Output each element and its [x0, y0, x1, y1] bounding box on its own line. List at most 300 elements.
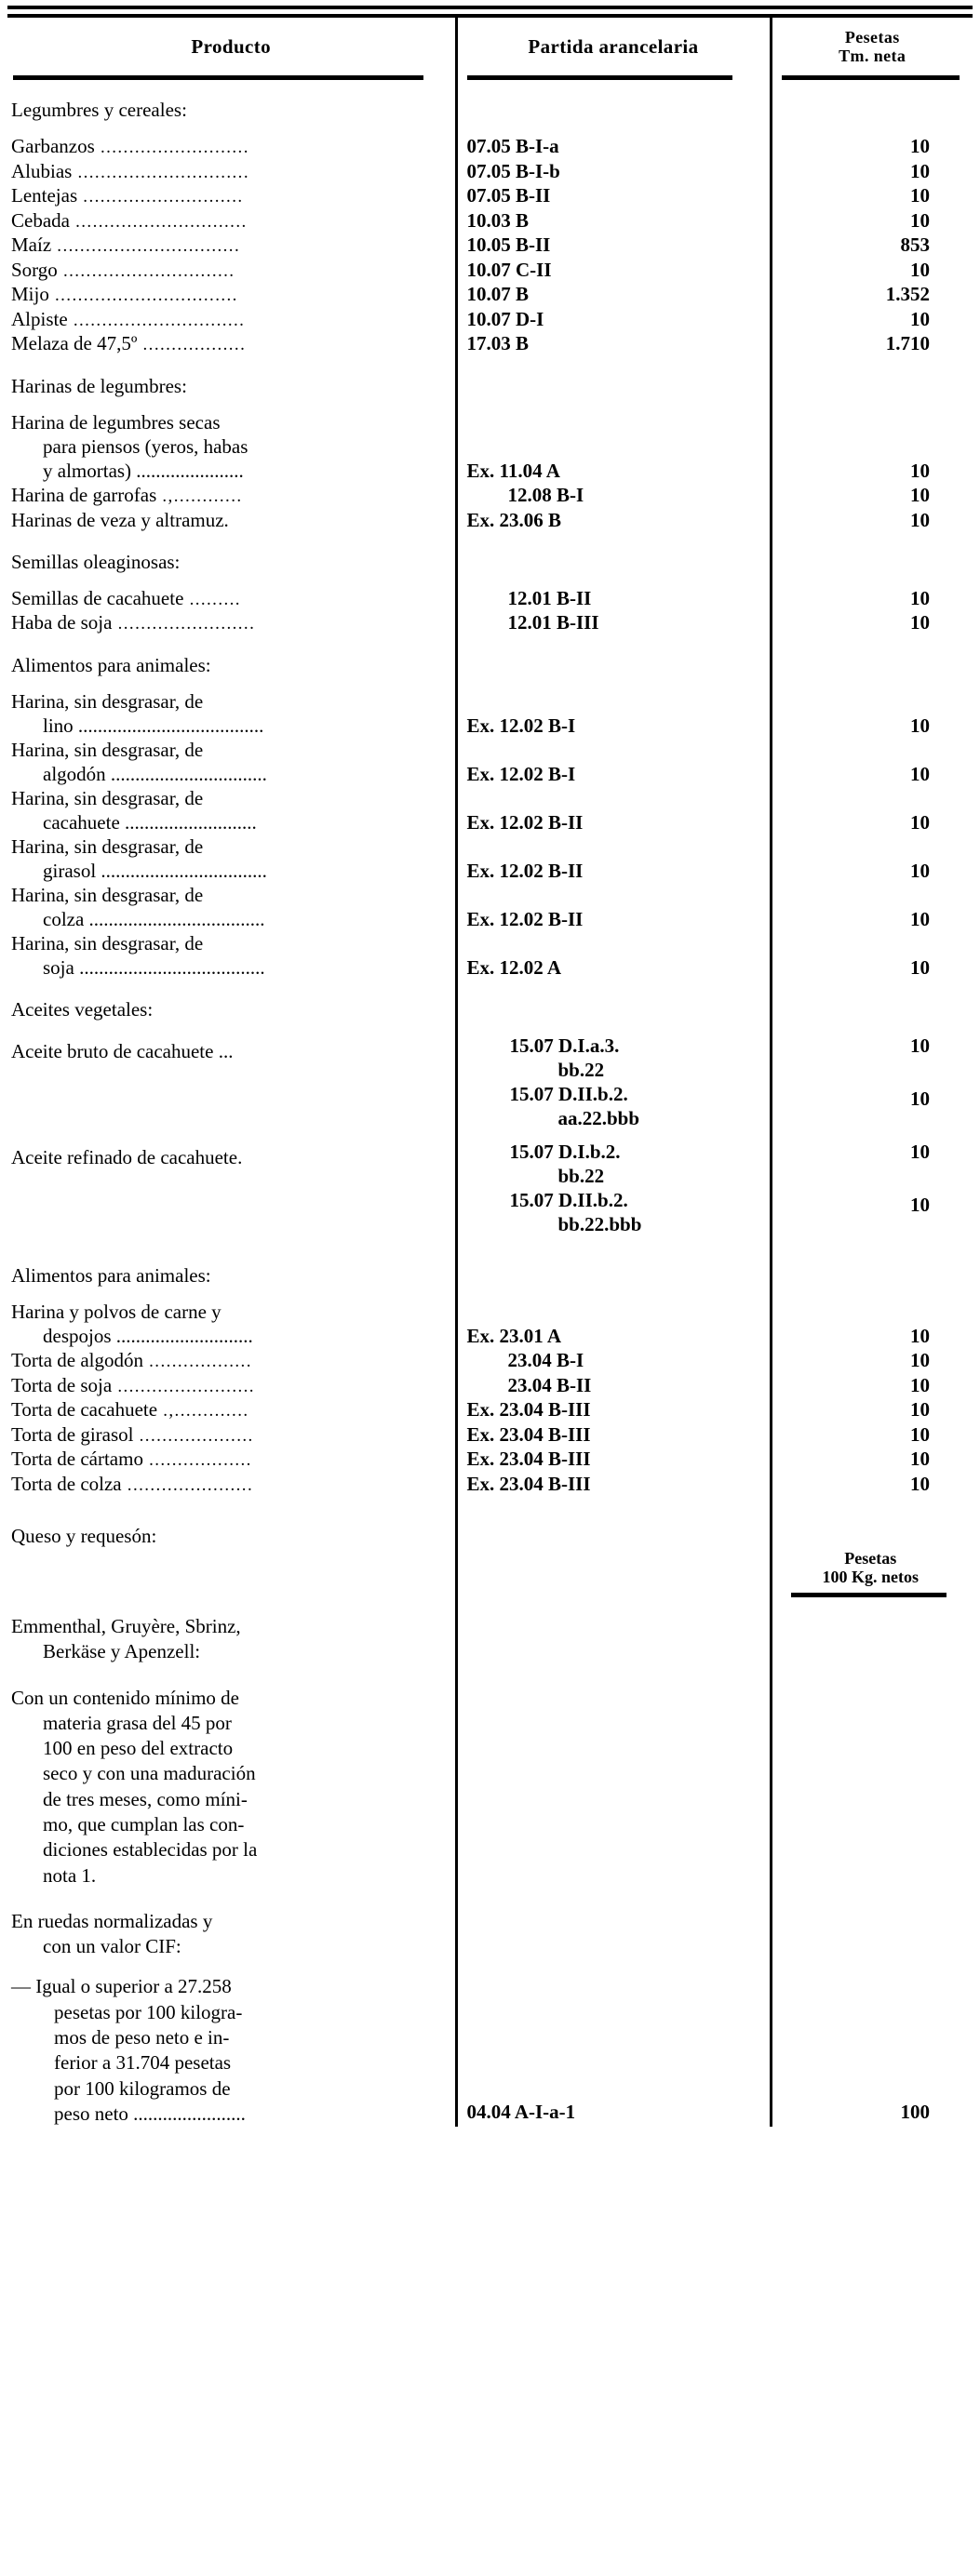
spacer-cell — [771, 126, 973, 134]
product-cell — [7, 508, 456, 532]
product-cell — [7, 258, 456, 283]
price-units-subheader — [782, 1525, 960, 1597]
section-title-cell — [7, 980, 456, 1025]
product-cell — [7, 307, 456, 332]
product-name — [11, 331, 446, 356]
product-name — [11, 610, 446, 635]
spacer-cell — [456, 681, 771, 689]
leader-dots: .......................... — [94, 138, 249, 157]
tariff-cell — [456, 208, 771, 234]
section-title: Alimentos para animales: — [11, 653, 211, 676]
value-cell — [771, 1034, 973, 1140]
cheese-wheels-line: con un valor CIF: — [43, 1935, 181, 1958]
header-cell-tariff — [456, 18, 771, 80]
tariff-code-sub: bb.22 — [557, 1059, 605, 1082]
cheese-bullet-value-cell — [771, 1959, 973, 2127]
price-value: 10 — [910, 1448, 930, 1471]
tariff-document-page — [0, 6, 980, 2576]
tariff-code — [510, 1082, 764, 1130]
product-label: Haba de soja — [11, 611, 113, 634]
row-spacer — [7, 681, 973, 689]
product-name — [11, 1039, 446, 1063]
spacer-cell — [7, 1025, 456, 1034]
row-spacer — [7, 1497, 973, 1525]
section-tariff-cell — [456, 532, 771, 578]
leader-dots: .................... — [133, 1425, 254, 1446]
tariff-code: 23.04 B-I — [507, 1349, 584, 1372]
price-value: 10 — [910, 611, 930, 634]
price-value: 1.352 — [885, 283, 930, 306]
product-name — [11, 1300, 446, 1348]
leader-dots: .,............. — [157, 1401, 249, 1421]
section-tariff-cell — [456, 980, 771, 1025]
product-cell — [7, 931, 456, 980]
value-cell — [771, 1300, 973, 1348]
row-spacer — [7, 402, 973, 410]
product-cell — [7, 282, 456, 307]
section-title-cell — [7, 80, 456, 126]
table-row — [7, 134, 973, 159]
table-row — [7, 1472, 973, 1497]
leader-dots: ......... — [183, 589, 241, 609]
price-value: 1.710 — [885, 332, 930, 355]
tariff-code: Ex. 12.02 B-I — [466, 714, 576, 737]
spacer-cell — [771, 578, 973, 586]
tariff-code: Ex. 12.02 B-I — [466, 762, 576, 785]
product-name — [11, 931, 446, 980]
tariff-cell — [456, 1472, 771, 1497]
product-line: algodón ................................ — [43, 762, 267, 785]
cheese-names — [11, 1597, 446, 1665]
section-tariff-cell — [456, 1246, 771, 1291]
spacer-cell — [771, 1497, 973, 1525]
product-name — [11, 208, 446, 234]
product-cell — [7, 786, 456, 834]
price-value: 10 — [910, 1422, 930, 1446]
tariff-cell — [456, 483, 771, 508]
leader-dots: .............................. — [69, 211, 248, 232]
tariff-code: Ex. 23.04 B-III — [466, 1398, 591, 1421]
product-label: Torta de colza — [11, 1472, 122, 1495]
product-line: Harina de legumbres secas — [11, 410, 221, 434]
price-value: 10 — [910, 714, 930, 737]
product-label: Lentejas — [11, 184, 78, 207]
value-cell — [771, 508, 973, 532]
tariff-cell — [456, 610, 771, 635]
spacer-cell — [771, 1291, 973, 1300]
product-name — [11, 1373, 446, 1398]
cheese-wheels-tariff-cell — [456, 1889, 771, 1960]
section-title: Queso y requesón: — [11, 1524, 157, 1547]
product-name — [11, 233, 446, 258]
price-value: 10 — [910, 1398, 930, 1421]
tariff-cell — [456, 233, 771, 258]
product-label: Sorgo — [11, 258, 58, 281]
tariff-code: Ex. 12.02 B-II — [466, 859, 584, 882]
tariff-code: Ex. 12.02 B-II — [466, 810, 584, 834]
product-label: Torta de algodón — [11, 1349, 143, 1372]
product-label: Maíz — [11, 234, 52, 257]
top-double-rule — [7, 6, 973, 18]
row-spacer — [7, 126, 973, 134]
price-value: 10 — [910, 586, 930, 609]
cheese-bullet-tariff-cell — [456, 1959, 771, 2127]
price-value: 10 — [910, 1373, 930, 1396]
section-title: Alimentos para animales: — [11, 1264, 211, 1288]
product-line: Harina, sin desgrasar, de — [11, 689, 204, 713]
cheese-bullet-line: ferior a 31.704 pesetas — [54, 2051, 232, 2075]
value-cell — [771, 786, 973, 834]
cheese-bullet-line: mos de peso neto e in- — [54, 2026, 230, 2049]
tariff-code: 12.01 B-III — [507, 611, 599, 634]
table-row — [7, 1422, 973, 1448]
cheese-names-line: Emmenthal, Gruyère, Sbrinz, — [11, 1614, 241, 1637]
spacer-cell — [771, 681, 973, 689]
product-name — [11, 1348, 446, 1373]
row-spacer — [7, 578, 973, 586]
tariff-code: 07.05 B-I-b — [466, 159, 560, 182]
cheese-units-cell — [771, 1525, 973, 1597]
section-title-cell — [7, 1246, 456, 1291]
table-row — [7, 883, 973, 931]
tariff-code: 04.04 A-I-a-1 — [466, 2101, 576, 2124]
product-cell — [7, 883, 456, 931]
cheese-condition-line: 100 en peso del extracto — [43, 1737, 234, 1760]
value-cell — [771, 1472, 973, 1497]
tariff-cell — [456, 834, 771, 883]
tariff-code — [510, 1188, 764, 1236]
spacer-cell — [456, 1291, 771, 1300]
product-name — [11, 508, 446, 532]
value-cell — [771, 134, 973, 159]
value-cell — [771, 834, 973, 883]
header-price-label-line2: Tm. neta — [839, 47, 906, 65]
cheese-bullet-line: por 100 kilogramos de — [54, 2076, 231, 2100]
price-value: 10 — [910, 484, 930, 507]
tariff-code: Ex. 23.04 B-III — [466, 1448, 591, 1471]
tariff-cell — [456, 307, 771, 332]
product-label: Aceite bruto de cacahuete ... — [11, 1040, 234, 1063]
section-title: Semillas oleaginosas: — [11, 550, 181, 573]
tariff-cell — [456, 258, 771, 283]
table-row — [7, 258, 973, 283]
tariff-cell — [456, 1373, 771, 1398]
tariff-code: 07.05 B-I-a — [466, 135, 559, 157]
product-name — [11, 834, 446, 883]
table-row — [7, 483, 973, 508]
spacer-cell — [7, 402, 456, 410]
value-cell — [771, 1140, 973, 1246]
value-cell — [771, 883, 973, 931]
cheese-wheels-row — [7, 1889, 973, 1960]
product-name — [11, 1397, 446, 1422]
price-value: 10 — [910, 307, 930, 330]
value-cell — [771, 208, 973, 234]
value-cell — [771, 1397, 973, 1422]
product-label: Melaza de 47,5º — [11, 332, 138, 355]
product-label: Alpiste — [11, 307, 68, 330]
leader-dots: ...................... — [121, 1475, 254, 1495]
tariff-code: 07.05 B-II — [466, 184, 551, 207]
product-cell — [7, 1422, 456, 1448]
cheese-bullet-cell — [7, 1959, 456, 2127]
tariff-code: Ex. 23.06 B — [466, 508, 562, 531]
table-row — [7, 586, 973, 611]
header-price-label-line1: Pesetas — [844, 27, 900, 47]
price-value: 10 — [910, 956, 930, 979]
tariff-code-sub: bb.22 — [557, 1165, 605, 1188]
spacer-cell — [7, 1291, 456, 1300]
tariff-cell — [456, 1140, 771, 1246]
section-tariff-cell — [456, 635, 771, 681]
tariff-cell — [456, 159, 771, 184]
price-value: 10 — [910, 762, 930, 785]
value-cell — [771, 586, 973, 611]
table-row — [7, 208, 973, 234]
section-tariff-cell — [456, 80, 771, 126]
row-spacer — [7, 1025, 973, 1034]
product-name — [11, 786, 446, 834]
cheese-condition-line: nota 1. — [43, 1863, 97, 1887]
tariff-cell — [456, 134, 771, 159]
price-value: 10 — [910, 135, 930, 157]
cheese-condition-line: mo, que cumplan las con- — [43, 1812, 245, 1835]
product-cell — [7, 1300, 456, 1348]
units-line1: Pesetas — [844, 1548, 897, 1568]
tariff-cell — [456, 1034, 771, 1140]
product-line: colza .................................... — [43, 907, 265, 930]
value-cell — [771, 159, 973, 184]
price-value: 10 — [910, 184, 930, 207]
product-line: Harina, sin desgrasar, de — [11, 883, 204, 906]
section-title: Harinas de legumbres: — [11, 374, 187, 397]
product-line: Harina, sin desgrasar, de — [11, 932, 204, 954]
table-row — [7, 307, 973, 332]
tariff-code-main: 15.07 D.I.b.2. — [509, 1141, 621, 1164]
leader-dots: .............................. — [67, 310, 246, 330]
table-row — [7, 508, 973, 532]
tariff-cell — [456, 883, 771, 931]
price-value: 10 — [910, 1472, 930, 1495]
cheese-names-line: Berkäse y Apenzell: — [43, 1640, 201, 1663]
cheese-bullet-line: pesetas por 100 kilogra- — [54, 2000, 243, 2023]
cheese-section-row — [7, 1525, 973, 1597]
value-cell — [771, 307, 973, 332]
table-row — [7, 1348, 973, 1373]
leader-dots: .............................. — [57, 260, 235, 281]
tariff-code: Ex. 23.04 B-III — [466, 1472, 591, 1495]
cheese-tariff-cell — [456, 1525, 771, 1597]
spacer-cell — [456, 1497, 771, 1525]
tariff-cell — [456, 1422, 771, 1448]
tariff-cell — [456, 183, 771, 208]
product-label: Cebada — [11, 208, 70, 232]
leader-dots: ........................ — [112, 614, 256, 634]
product-name — [11, 483, 446, 508]
price-value: 10 — [910, 1325, 930, 1348]
cheese-condition-line: seco y con una maduración — [43, 1762, 256, 1785]
cheese-bullet — [11, 1959, 446, 2127]
product-name — [11, 586, 446, 611]
price-value: 10 — [910, 258, 930, 281]
product-cell — [7, 1034, 456, 1140]
section-title-cell — [7, 635, 456, 681]
value-cell — [771, 410, 973, 483]
section-value-cell — [771, 80, 973, 126]
value-cell — [771, 1447, 973, 1472]
tariff-code: Ex. 11.04 A — [466, 459, 560, 482]
product-label: Semillas de cacahuete — [11, 586, 184, 609]
table-row — [7, 738, 973, 786]
table-row — [7, 834, 973, 883]
cheese-title-cell — [7, 1525, 456, 1597]
cheese-bullet-row — [7, 1959, 973, 2127]
units-line2: 100 Kg. netos — [822, 1568, 919, 1587]
leader-dots: .................. — [143, 1352, 252, 1372]
cheese-names-row — [7, 1597, 973, 1665]
product-cell — [7, 183, 456, 208]
leader-dots: ................................ — [51, 236, 241, 257]
value-cell — [771, 738, 973, 786]
value-cell — [771, 610, 973, 635]
product-cell — [7, 1140, 456, 1246]
value-cell — [771, 1422, 973, 1448]
cheese-condition-line: de tres meses, como míni- — [43, 1787, 248, 1810]
product-cell — [7, 159, 456, 184]
tariff-code-main: 15.07 D.I.a.3. — [509, 1034, 620, 1058]
section-row — [7, 635, 973, 681]
product-label: Harina de garrofas — [11, 484, 157, 507]
value-cell — [771, 183, 973, 208]
spacer-cell — [7, 126, 456, 134]
product-name — [11, 689, 446, 738]
product-name — [11, 183, 446, 208]
tariff-cell — [456, 1300, 771, 1348]
table-row — [7, 1034, 973, 1140]
product-line: Harina, sin desgrasar, de — [11, 786, 204, 809]
tariff-code: 10.07 D-I — [466, 307, 544, 330]
cheese-condition — [11, 1665, 446, 1889]
leader-dots: .................. — [137, 335, 247, 355]
tariff-code: 10.07 B — [466, 283, 530, 306]
spacer-cell — [7, 681, 456, 689]
value-cell — [771, 233, 973, 258]
price-value: 10 — [910, 1141, 930, 1164]
table-row — [7, 282, 973, 307]
section-row — [7, 532, 973, 578]
table-row — [7, 1397, 973, 1422]
product-line: para piensos (yeros, habas — [43, 434, 248, 458]
section-value-cell — [771, 532, 973, 578]
tariff-cell — [456, 1348, 771, 1373]
value-cell — [771, 931, 973, 980]
spacer-cell — [771, 402, 973, 410]
section-row — [7, 980, 973, 1025]
tariff-cell — [456, 738, 771, 786]
product-line: girasol .................................. — [43, 859, 267, 882]
tariff-code: 12.08 B-I — [507, 484, 584, 507]
table-header-row — [7, 18, 973, 80]
section-row — [7, 1246, 973, 1291]
tariff-cell — [456, 931, 771, 980]
cheese-condition-line: diciones establecidas por la — [43, 1838, 258, 1862]
product-label: Torta de cacahuete — [11, 1398, 158, 1421]
product-name — [11, 410, 446, 483]
product-line: lino ...................................... — [43, 714, 264, 737]
cheese-bullet-line: — Igual o superior a 27.258 — [11, 1975, 232, 1998]
cheese-condition-cell — [7, 1665, 456, 1889]
product-label: Torta de girasol — [11, 1422, 134, 1446]
tariff-code: Ex. 23.04 B-III — [466, 1422, 591, 1446]
product-name — [11, 1472, 446, 1497]
tariff-cell — [456, 786, 771, 834]
product-cell — [7, 134, 456, 159]
section-row — [7, 356, 973, 402]
product-name — [11, 258, 446, 283]
product-label: Torta de cártamo — [11, 1448, 143, 1471]
product-cell — [7, 834, 456, 883]
leader-dots: .,............ — [156, 487, 243, 507]
product-label: Alubias — [11, 159, 73, 182]
table-row — [7, 1300, 973, 1348]
tariff-code: 10.05 B-II — [466, 234, 551, 257]
table-row — [7, 1373, 973, 1398]
header-cell-price — [771, 18, 973, 80]
cheese-wheels-cell — [7, 1889, 456, 1960]
product-cell — [7, 610, 456, 635]
product-name — [11, 134, 446, 159]
value-cell — [771, 282, 973, 307]
product-name — [11, 307, 446, 332]
tariff-cell — [456, 282, 771, 307]
tariff-code: 10.03 B — [466, 208, 530, 232]
section-title: Legumbres y cereales: — [11, 99, 187, 121]
section-title: Aceites vegetales: — [11, 998, 154, 1021]
price-value: 853 — [900, 234, 930, 257]
spacer-cell — [771, 1025, 973, 1034]
section-title-cell — [7, 356, 456, 402]
price-value: 10 — [910, 1194, 930, 1217]
table-row — [7, 1447, 973, 1472]
price-value: 10 — [910, 1088, 930, 1111]
price-value: 10 — [910, 810, 930, 834]
product-cell — [7, 1373, 456, 1398]
tariff-table — [7, 18, 973, 2127]
header-tariff-label: Partida arancelaria — [528, 34, 699, 58]
product-cell — [7, 1472, 456, 1497]
tariff-code — [510, 1034, 764, 1082]
product-line: soja ...................................... — [43, 956, 265, 980]
product-line: Harina y polvos de carne y — [11, 1301, 222, 1324]
table-row — [7, 931, 973, 980]
leader-dots: .............................. — [72, 162, 249, 182]
price-value: 10 — [910, 159, 930, 182]
spacer-cell — [456, 578, 771, 586]
table-row — [7, 410, 973, 483]
section-value-cell — [771, 1246, 973, 1291]
product-line: Harina, sin desgrasar, de — [11, 738, 204, 761]
spacer-cell — [456, 126, 771, 134]
tariff-code-sub: bb.22.bbb — [557, 1213, 642, 1236]
product-cell — [7, 233, 456, 258]
tariff-code-sub: aa.22.bbb — [557, 1107, 640, 1130]
product-label: Aceite refinado de cacahuete. — [11, 1146, 243, 1169]
tariff-code: 10.07 C-II — [466, 258, 552, 281]
row-spacer — [7, 1291, 973, 1300]
tariff-code: 17.03 B — [466, 332, 530, 355]
product-cell — [7, 208, 456, 234]
table-row — [7, 1140, 973, 1246]
